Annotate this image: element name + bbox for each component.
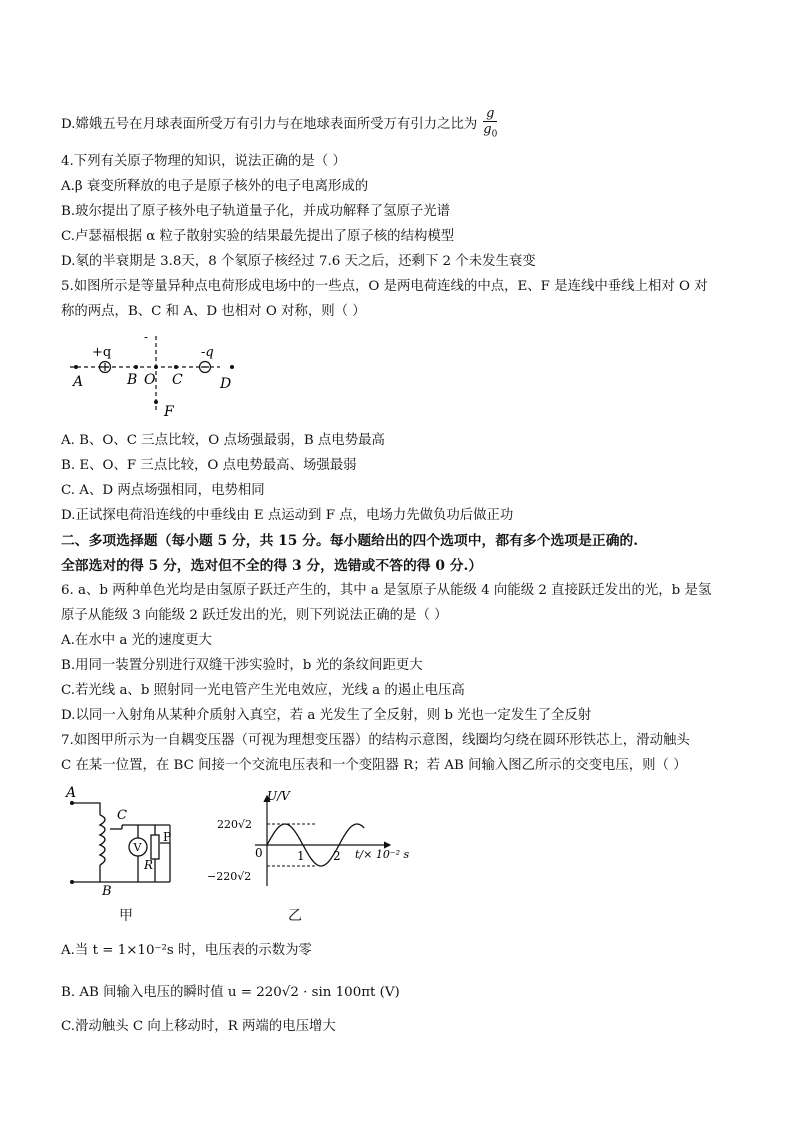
figure-jia-caption: 甲 (119, 908, 133, 924)
coil-icon (100, 815, 105, 865)
q5-charge-diagram (60, 330, 250, 420)
point-a (74, 365, 78, 369)
point-c (174, 365, 178, 369)
q6-stem-line1: 6. a、b 两种单色光均是由氢原子跃迁产生的，其中 a 是氢原子从能级 4 向能级 2 直接跃迁发出的光，b 是氢 (61, 583, 712, 598)
q7-option-a: A.当 t = 1×10⁻²s 时，电压表的示数为零 (61, 943, 312, 958)
minus-q-label: -q (201, 345, 214, 360)
terminal-b-left (70, 880, 74, 884)
q4-option-b: B.玻尔提出了原子核外电子轨道量子化，并成功解释了氢原子光谱 (61, 204, 451, 219)
x-tick-1: 1 (297, 849, 305, 863)
fraction-denominator: $g_0$ (483, 122, 498, 140)
origin-label: 0 (255, 846, 263, 860)
label-p: P (163, 830, 172, 844)
label-b: B (127, 372, 138, 388)
gravity-ratio-fraction (483, 106, 497, 143)
q5-option-a: A. B、O、C 三点比较，O 点场强最弱，B 点电势最高 (61, 433, 385, 448)
fraction-numerator: g (483, 106, 497, 122)
q3-option-d (61, 106, 497, 143)
q5-option-b: B. E、O、F 三点比较，O 点电势最高、场强最弱 (61, 458, 357, 473)
label-a: A (73, 374, 84, 390)
label-a: A (66, 785, 77, 801)
label-v: V (133, 841, 142, 854)
label-b: B (102, 884, 112, 899)
q7-stem-line1: 7.如图甲所示为一自耦变压器（可视为理想变压器）的结构示意图，线圈均匀绕在圆环形铁芯上，滑动触头 (61, 733, 690, 748)
q7-option-b: B. AB 间输入电压的瞬时值 u = 220√2 · sin 100πt (V) (61, 985, 400, 1000)
q4-option-a: A.β 衰变所释放的电子是原子核外的电子电离形成的 (61, 179, 369, 194)
label-r: R (144, 858, 154, 872)
q5-stem-line2: 称的两点，B、C 和 A、D 也相对 O 对称，则（ ） (61, 304, 366, 319)
q6-option-c: C.若光线 a、b 照射同一光电管产生光电效应，光线 a 的遏止电压高 (61, 683, 465, 698)
rheostat-icon (151, 835, 159, 859)
q6-option-a: A.在水中 a 光的速度更大 (61, 633, 212, 648)
top-mark: - (144, 330, 149, 344)
figure-yi-caption: 乙 (288, 908, 302, 924)
point-f (154, 400, 158, 404)
q6-option-b: B.用同一装置分别进行双缝干涉实验时，b 光的条纹间距更大 (61, 658, 423, 673)
section2-heading-line2: 全部选对的得 5 分，选对但不全的得 3 分，选错或不答的得 0 分.） (61, 558, 483, 574)
point-d (230, 365, 234, 369)
x-tick-2: 2 (333, 849, 341, 863)
q7-transformer-circuit (60, 785, 195, 899)
label-c: C (117, 808, 127, 823)
q4-option-d: D.氡的半衰期是 3.8天，8 个氡原子核经过 7.6 天之后，还剩下 2 个未发生衰变 (61, 254, 536, 269)
q5-option-c: C. A、D 两点场强相同，电势相同 (61, 483, 265, 498)
q4-stem: 4.下列有关原子物理的知识，说法正确的是（ ） (61, 154, 346, 169)
y-max-label: 220√2 (217, 818, 253, 831)
point-o (154, 365, 158, 369)
q7-option-c: C.滑动触头 C 向上移动时，R 两端的电压增大 (61, 1019, 336, 1034)
plus-q-label: +q (92, 345, 112, 360)
q3-option-d-text: D.嫦娥五号在月球表面所受万有引力与在地球表面所受万有引力之比为 (61, 116, 478, 132)
section2-heading-line1: 二、多项选择题（每小题 5 分，共 15 分。每小题给出的四个选项中，都有多个选项是正确的. (61, 533, 639, 549)
q6-option-d: D.以同一入射角从某种介质射入真空，若 a 光发生了全反射，则 b 光也一定发生了全反射 (61, 708, 592, 723)
point-b (134, 365, 138, 369)
label-o: O (144, 372, 156, 388)
label-c: C (172, 372, 183, 388)
q7-stem-line2: C 在某一位置，在 BC 间接一个交流电压表和一个变阻器 R；若 AB 间输入图乙所示的交变电压，则（ ） (61, 758, 687, 773)
q5-stem-line1: 5.如图所示是等量异种点电荷形成电场中的一些点，O 是两电荷连线的中点，E、F 是连线中垂线上相对 O 对 (61, 279, 708, 294)
y-axis-label: U/V (267, 789, 290, 803)
x-axis-label: t/× 10⁻² s (355, 848, 410, 861)
y-min-label: −220√2 (207, 870, 252, 883)
label-d: D (220, 376, 232, 392)
q5-option-d: D.正试探电荷沿连线的中垂线由 E 点运动到 F 点，电场力先做负功后做正功 (61, 508, 514, 523)
q7-voltage-chart (207, 789, 415, 890)
terminal-a (70, 801, 74, 805)
label-f: F (164, 404, 174, 420)
q6-stem-line2: 原子从能级 3 向能级 2 跃迁发出的光，则下列说法正确的是（ ） (61, 608, 448, 623)
q4-option-c: C.卢瑟福根据 α 粒子散射实验的结果最先提出了原子核的结构模型 (61, 229, 455, 244)
